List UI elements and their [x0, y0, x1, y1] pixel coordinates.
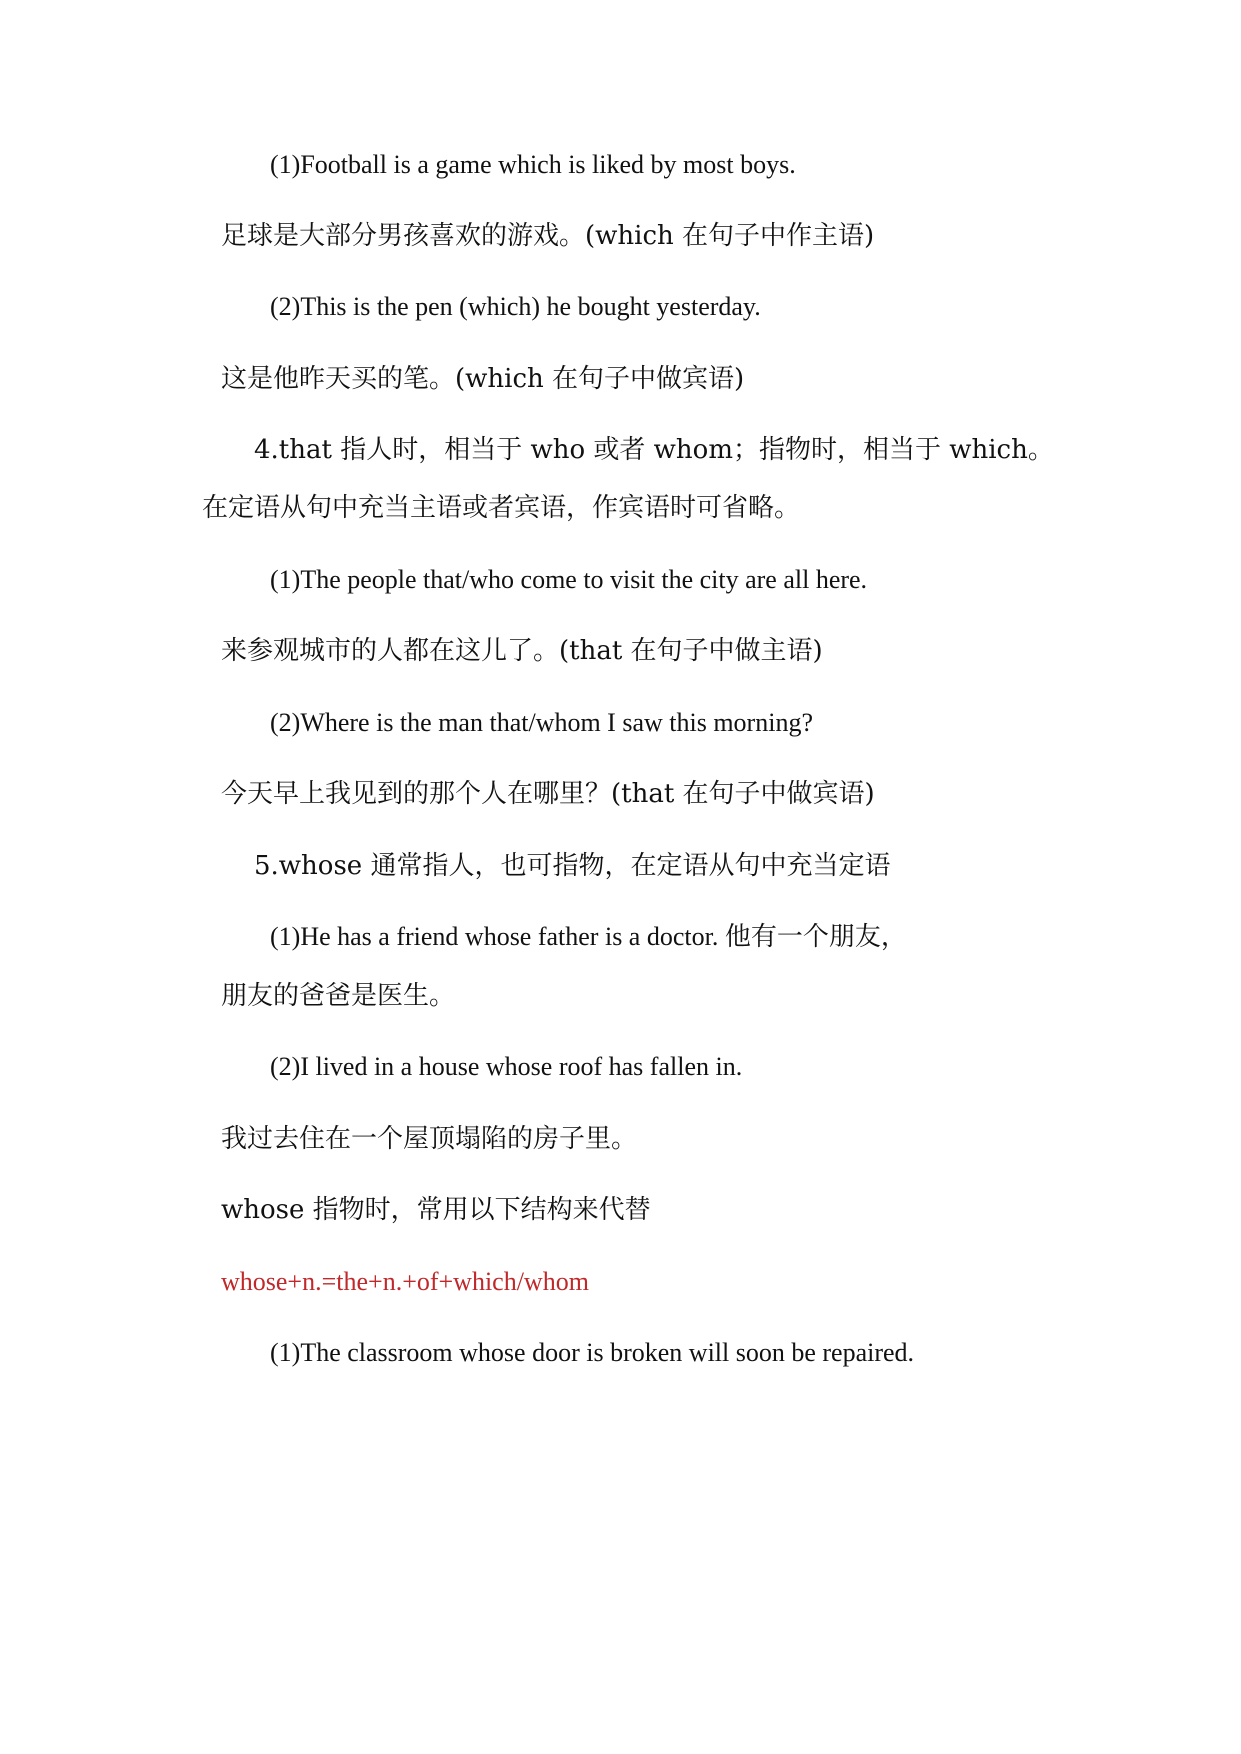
- rule-that-continuation: 在定语从句中充当主语或者宾语，作宾语时可省略。: [202, 493, 801, 523]
- example-sentence-which-subject: (1)Football is a game which is liked by most boys.: [270, 150, 796, 179]
- example-sentence-whose-thing: (2)I lived in a house whose roof has fallen in.: [270, 1052, 743, 1081]
- translation-whose-thing: 我过去住在一个屋顶塌陷的房子里。: [221, 1124, 638, 1154]
- translation-which-object: 这是他昨天买的笔。(which 在句子中做宾语): [221, 364, 745, 394]
- translation-that-subject: 来参观城市的人都在这儿了。(that 在句子中做主语): [221, 636, 823, 666]
- whose-formula: whose+n.=the+n.+of+which/whom: [221, 1267, 589, 1296]
- translation-that-object: 今天早上我见到的那个人在哪里？(that 在句子中做宾语): [221, 779, 875, 809]
- rule-whose-heading: 5.whose 通常指人，也可指物，在定语从句中充当定语: [254, 851, 891, 881]
- translation-which-subject: 足球是大部分男孩喜欢的游戏。(which 在句子中作主语): [221, 221, 875, 251]
- whose-thing-note: whose 指物时，常用以下结构来代替: [221, 1195, 651, 1225]
- example-sentence-which-object: (2)This is the pen (which) he bought yesterday.: [270, 292, 761, 321]
- rule-that-heading: 4.that 指人时，相当于 who 或者 whom；指物时，相当于 which。: [254, 435, 1054, 465]
- example-sentence-that-subject: (1)The people that/who come to visit the city are all here.: [270, 565, 868, 594]
- example-sentence-classroom: (1)The classroom whose door is broken will soon be repaired.: [270, 1338, 915, 1367]
- translation-whose-person: 朋友的爸爸是医生。: [221, 981, 456, 1011]
- example-sentence-whose-person: (1)He has a friend whose father is a doctor. 他有一个朋友，: [270, 922, 907, 951]
- example-sentence-that-object: (2)Where is the man that/whom I saw this morning?: [270, 708, 813, 737]
